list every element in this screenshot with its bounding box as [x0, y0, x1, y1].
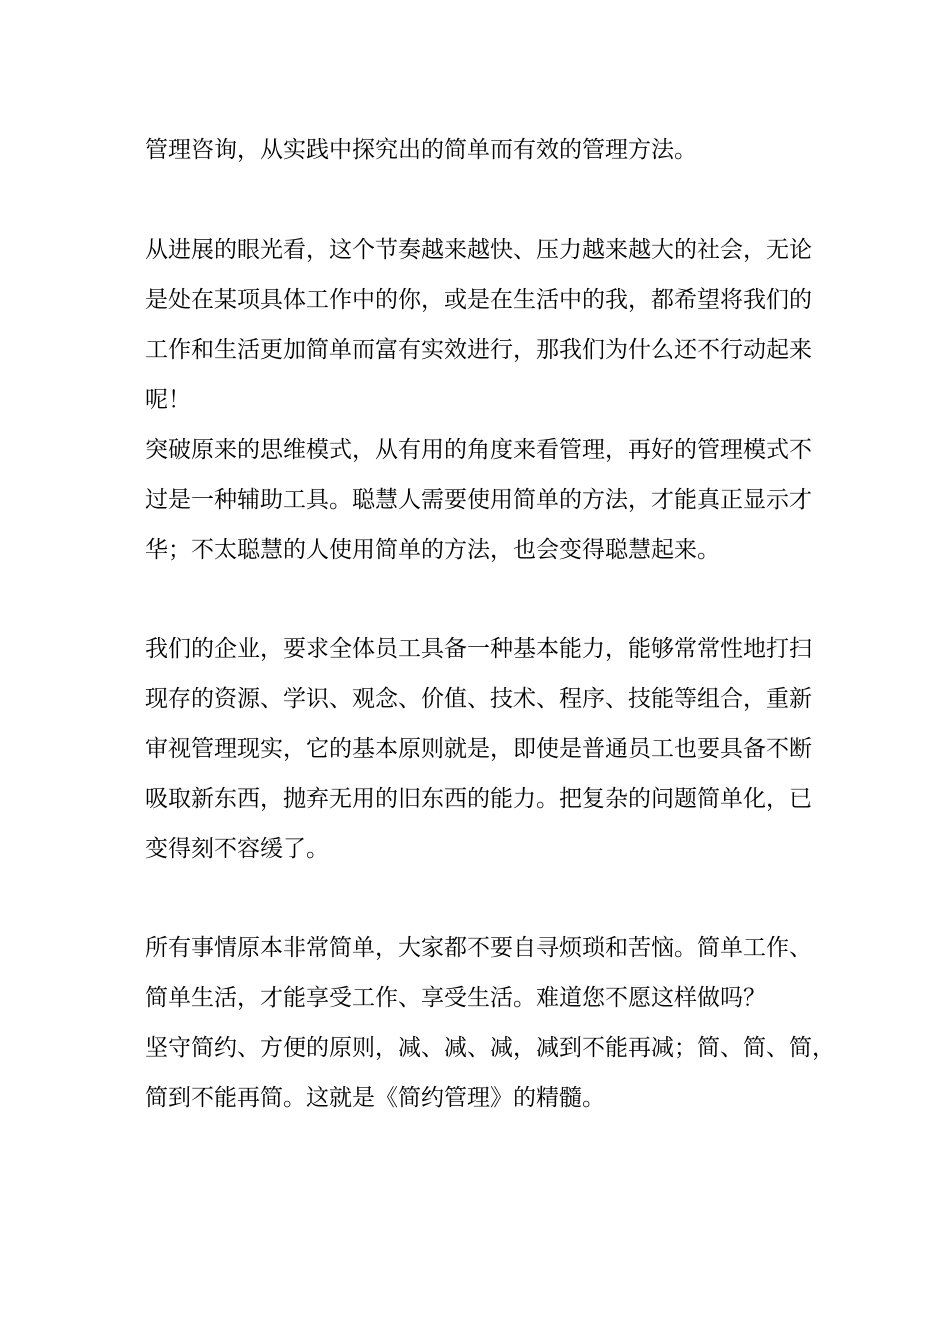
text-line: 简到不能再简。这就是《简约管理》的精髓。: [145, 1085, 605, 1111]
text-line: 现存的资源、学识、观念、价值、技术、程序、技能等组合，重新: [145, 686, 812, 712]
text-line: 变得刻不容缓了。: [145, 836, 329, 862]
text-line: 我们的企业，要求全体员工具备一种基本能力，能够常常性地打扫: [145, 636, 812, 662]
text-line: 突破原来的思维模式，从有用的角度来看管理，再好的管理模式不: [145, 437, 812, 463]
text-line: 从进展的眼光看，这个节奏越来越快、压力越来越大的社会，无论: [145, 237, 812, 263]
text-line: 管理咨询，从实践中探究出的简单而有效的管理方法。: [145, 137, 697, 163]
text-line: 是处在某项具体工作中的你，或是在生活中的我，都希望将我们的: [145, 287, 812, 313]
text-line: 华；不太聪慧的人使用简单的方法，也会变得聪慧起来。: [145, 537, 720, 563]
text-line: 简单生活，才能享受工作、享受生活。难道您不愿这样做吗？: [145, 985, 766, 1011]
text-line: 审视管理现实，它的基本原则就是，即使是普通员工也要具备不断: [145, 736, 812, 762]
text-line: 工作和生活更加简单而富有实效进行，那我们为什么还不行动起来: [145, 337, 812, 363]
text-line: 所有事情原本非常简单，大家都不要自寻烦琐和苦恼。简单工作、: [145, 935, 812, 961]
text-line: 坚守简约、方便的原则，减、减、减，减到不能再减；简、简、简，: [145, 1035, 835, 1061]
text-line: 呢！: [145, 387, 191, 413]
text-line: 过是一种辅助工具。聪慧人需要使用简单的方法，才能真正显示才: [145, 487, 812, 513]
text-line: 吸取新东西，抛弃无用的旧东西的能力。把复杂的问题简单化，已: [145, 786, 812, 812]
